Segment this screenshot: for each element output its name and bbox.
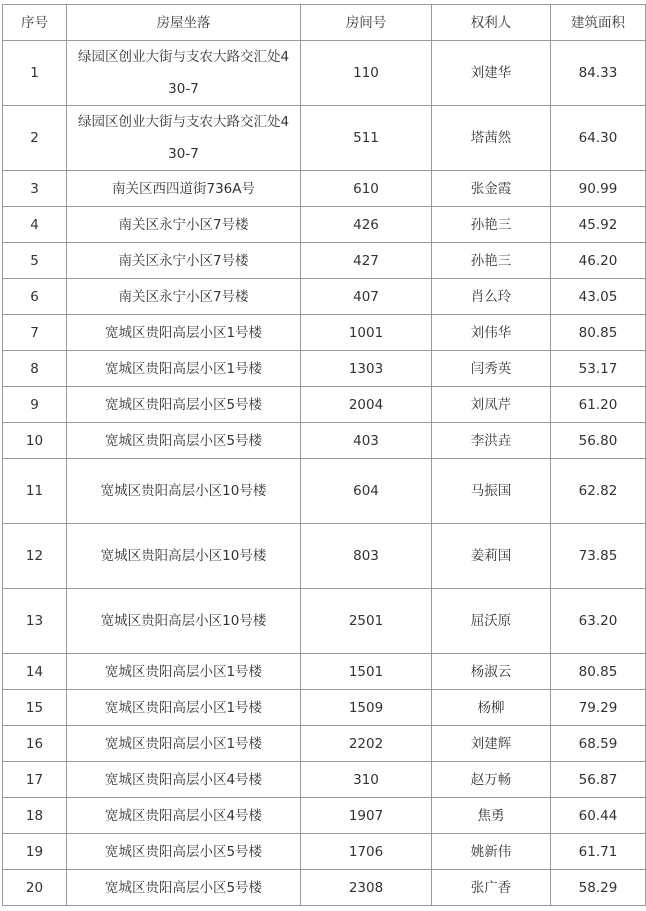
- cell-serial: 4: [3, 207, 67, 243]
- cell-owner: 张金霞: [432, 171, 551, 207]
- cell-serial: 11: [3, 459, 67, 524]
- cell-room: 2308: [301, 870, 432, 906]
- property-table: [2, 4, 646, 906]
- table-row: [3, 315, 646, 351]
- cell-area: 46.20: [551, 243, 646, 279]
- cell-serial: 6: [3, 279, 67, 315]
- cell-room: 1501: [301, 654, 432, 690]
- cell-location: 宽城区贵阳高层小区1号楼: [67, 315, 301, 351]
- header-location: 房屋坐落: [67, 5, 301, 41]
- cell-location: 宽城区贵阳高层小区10号楼: [67, 589, 301, 654]
- cell-location: 宽城区贵阳高层小区5号楼: [67, 387, 301, 423]
- cell-owner: 闫秀英: [432, 351, 551, 387]
- cell-area: 53.17: [551, 351, 646, 387]
- cell-area: 90.99: [551, 171, 646, 207]
- cell-owner: 焦勇: [432, 798, 551, 834]
- table-row: [3, 207, 646, 243]
- cell-location: 宽城区贵阳高层小区10号楼: [67, 524, 301, 589]
- cell-area: 60.44: [551, 798, 646, 834]
- table-row: [3, 762, 646, 798]
- table-row: [3, 351, 646, 387]
- cell-area: 64.30: [551, 106, 646, 171]
- table-row: [3, 870, 646, 906]
- table-row: [3, 834, 646, 870]
- cell-location: 宽城区贵阳高层小区10号楼: [67, 459, 301, 524]
- cell-area: 68.59: [551, 726, 646, 762]
- cell-area: 45.92: [551, 207, 646, 243]
- cell-location: 宽城区贵阳高层小区4号楼: [67, 798, 301, 834]
- cell-area: 61.20: [551, 387, 646, 423]
- cell-room: 2202: [301, 726, 432, 762]
- cell-area: 80.85: [551, 654, 646, 690]
- table-header: [3, 5, 646, 41]
- cell-location: 南关区永宁小区7号楼: [67, 207, 301, 243]
- cell-serial: 12: [3, 524, 67, 589]
- cell-location: 南关区永宁小区7号楼: [67, 243, 301, 279]
- table-row: [3, 423, 646, 459]
- cell-location: 宽城区贵阳高层小区1号楼: [67, 654, 301, 690]
- cell-owner: 刘建华: [432, 41, 551, 106]
- cell-room: 1509: [301, 690, 432, 726]
- cell-room: 310: [301, 762, 432, 798]
- cell-owner: 刘凤芹: [432, 387, 551, 423]
- table-body: [3, 41, 646, 906]
- cell-room: 511: [301, 106, 432, 171]
- cell-serial: 18: [3, 798, 67, 834]
- cell-room: 403: [301, 423, 432, 459]
- table-row: [3, 387, 646, 423]
- cell-owner: 杨柳: [432, 690, 551, 726]
- cell-serial: 5: [3, 243, 67, 279]
- cell-serial: 17: [3, 762, 67, 798]
- table-row: [3, 654, 646, 690]
- cell-room: 426: [301, 207, 432, 243]
- cell-location: 宽城区贵阳高层小区5号楼: [67, 834, 301, 870]
- cell-room: 1001: [301, 315, 432, 351]
- table-row: [3, 243, 646, 279]
- cell-room: 803: [301, 524, 432, 589]
- cell-owner: 张广香: [432, 870, 551, 906]
- cell-room: 1303: [301, 351, 432, 387]
- cell-owner: 肖么玲: [432, 279, 551, 315]
- cell-owner: 孙艳三: [432, 207, 551, 243]
- cell-area: 80.85: [551, 315, 646, 351]
- cell-room: 604: [301, 459, 432, 524]
- cell-serial: 16: [3, 726, 67, 762]
- cell-room: 2501: [301, 589, 432, 654]
- cell-owner: 屈沃原: [432, 589, 551, 654]
- cell-owner: 刘伟华: [432, 315, 551, 351]
- cell-room: 1907: [301, 798, 432, 834]
- cell-serial: 14: [3, 654, 67, 690]
- cell-location: 绿园区创业大街与支农大路交汇处430-7: [67, 106, 301, 171]
- cell-room: 427: [301, 243, 432, 279]
- header-owner: 权利人: [432, 5, 551, 41]
- cell-serial: 10: [3, 423, 67, 459]
- cell-area: 61.71: [551, 834, 646, 870]
- cell-serial: 13: [3, 589, 67, 654]
- cell-serial: 19: [3, 834, 67, 870]
- cell-owner: 刘建辉: [432, 726, 551, 762]
- header-room: 房间号: [301, 5, 432, 41]
- cell-owner: 姚新伟: [432, 834, 551, 870]
- cell-room: 610: [301, 171, 432, 207]
- table-row: [3, 524, 646, 589]
- cell-room: 1706: [301, 834, 432, 870]
- table-row: [3, 41, 646, 106]
- cell-serial: 8: [3, 351, 67, 387]
- cell-serial: 15: [3, 690, 67, 726]
- cell-area: 56.80: [551, 423, 646, 459]
- cell-owner: 塔茜然: [432, 106, 551, 171]
- cell-location: 南关区西四道街736A号: [67, 171, 301, 207]
- cell-area: 79.29: [551, 690, 646, 726]
- table-row: [3, 798, 646, 834]
- cell-area: 84.33: [551, 41, 646, 106]
- cell-room: 407: [301, 279, 432, 315]
- cell-area: 56.87: [551, 762, 646, 798]
- table-row: [3, 106, 646, 171]
- cell-location: 绿园区创业大街与支农大路交汇处430-7: [67, 41, 301, 106]
- cell-owner: 马振国: [432, 459, 551, 524]
- cell-area: 58.29: [551, 870, 646, 906]
- cell-location: 宽城区贵阳高层小区4号楼: [67, 762, 301, 798]
- cell-serial: 1: [3, 41, 67, 106]
- cell-location: 南关区永宁小区7号楼: [67, 279, 301, 315]
- cell-owner: 赵万畅: [432, 762, 551, 798]
- cell-area: 62.82: [551, 459, 646, 524]
- cell-owner: 杨淑云: [432, 654, 551, 690]
- cell-serial: 2: [3, 106, 67, 171]
- cell-location: 宽城区贵阳高层小区5号楼: [67, 870, 301, 906]
- header-area: 建筑面积: [551, 5, 646, 41]
- cell-area: 43.05: [551, 279, 646, 315]
- table-row: [3, 459, 646, 524]
- cell-serial: 9: [3, 387, 67, 423]
- cell-area: 73.85: [551, 524, 646, 589]
- table-row: [3, 279, 646, 315]
- cell-area: 63.20: [551, 589, 646, 654]
- cell-owner: 孙艳三: [432, 243, 551, 279]
- cell-location: 宽城区贵阳高层小区5号楼: [67, 423, 301, 459]
- cell-location: 宽城区贵阳高层小区1号楼: [67, 690, 301, 726]
- cell-owner: 李洪垚: [432, 423, 551, 459]
- cell-room: 2004: [301, 387, 432, 423]
- cell-serial: 3: [3, 171, 67, 207]
- table-row: [3, 726, 646, 762]
- header-row: [3, 5, 646, 41]
- cell-room: 110: [301, 41, 432, 106]
- cell-location: 宽城区贵阳高层小区1号楼: [67, 351, 301, 387]
- cell-owner: 姜莉国: [432, 524, 551, 589]
- table-row: [3, 589, 646, 654]
- cell-serial: 20: [3, 870, 67, 906]
- cell-serial: 7: [3, 315, 67, 351]
- table-row: [3, 171, 646, 207]
- table-row: [3, 690, 646, 726]
- header-serial: 序号: [3, 5, 67, 41]
- cell-location: 宽城区贵阳高层小区1号楼: [67, 726, 301, 762]
